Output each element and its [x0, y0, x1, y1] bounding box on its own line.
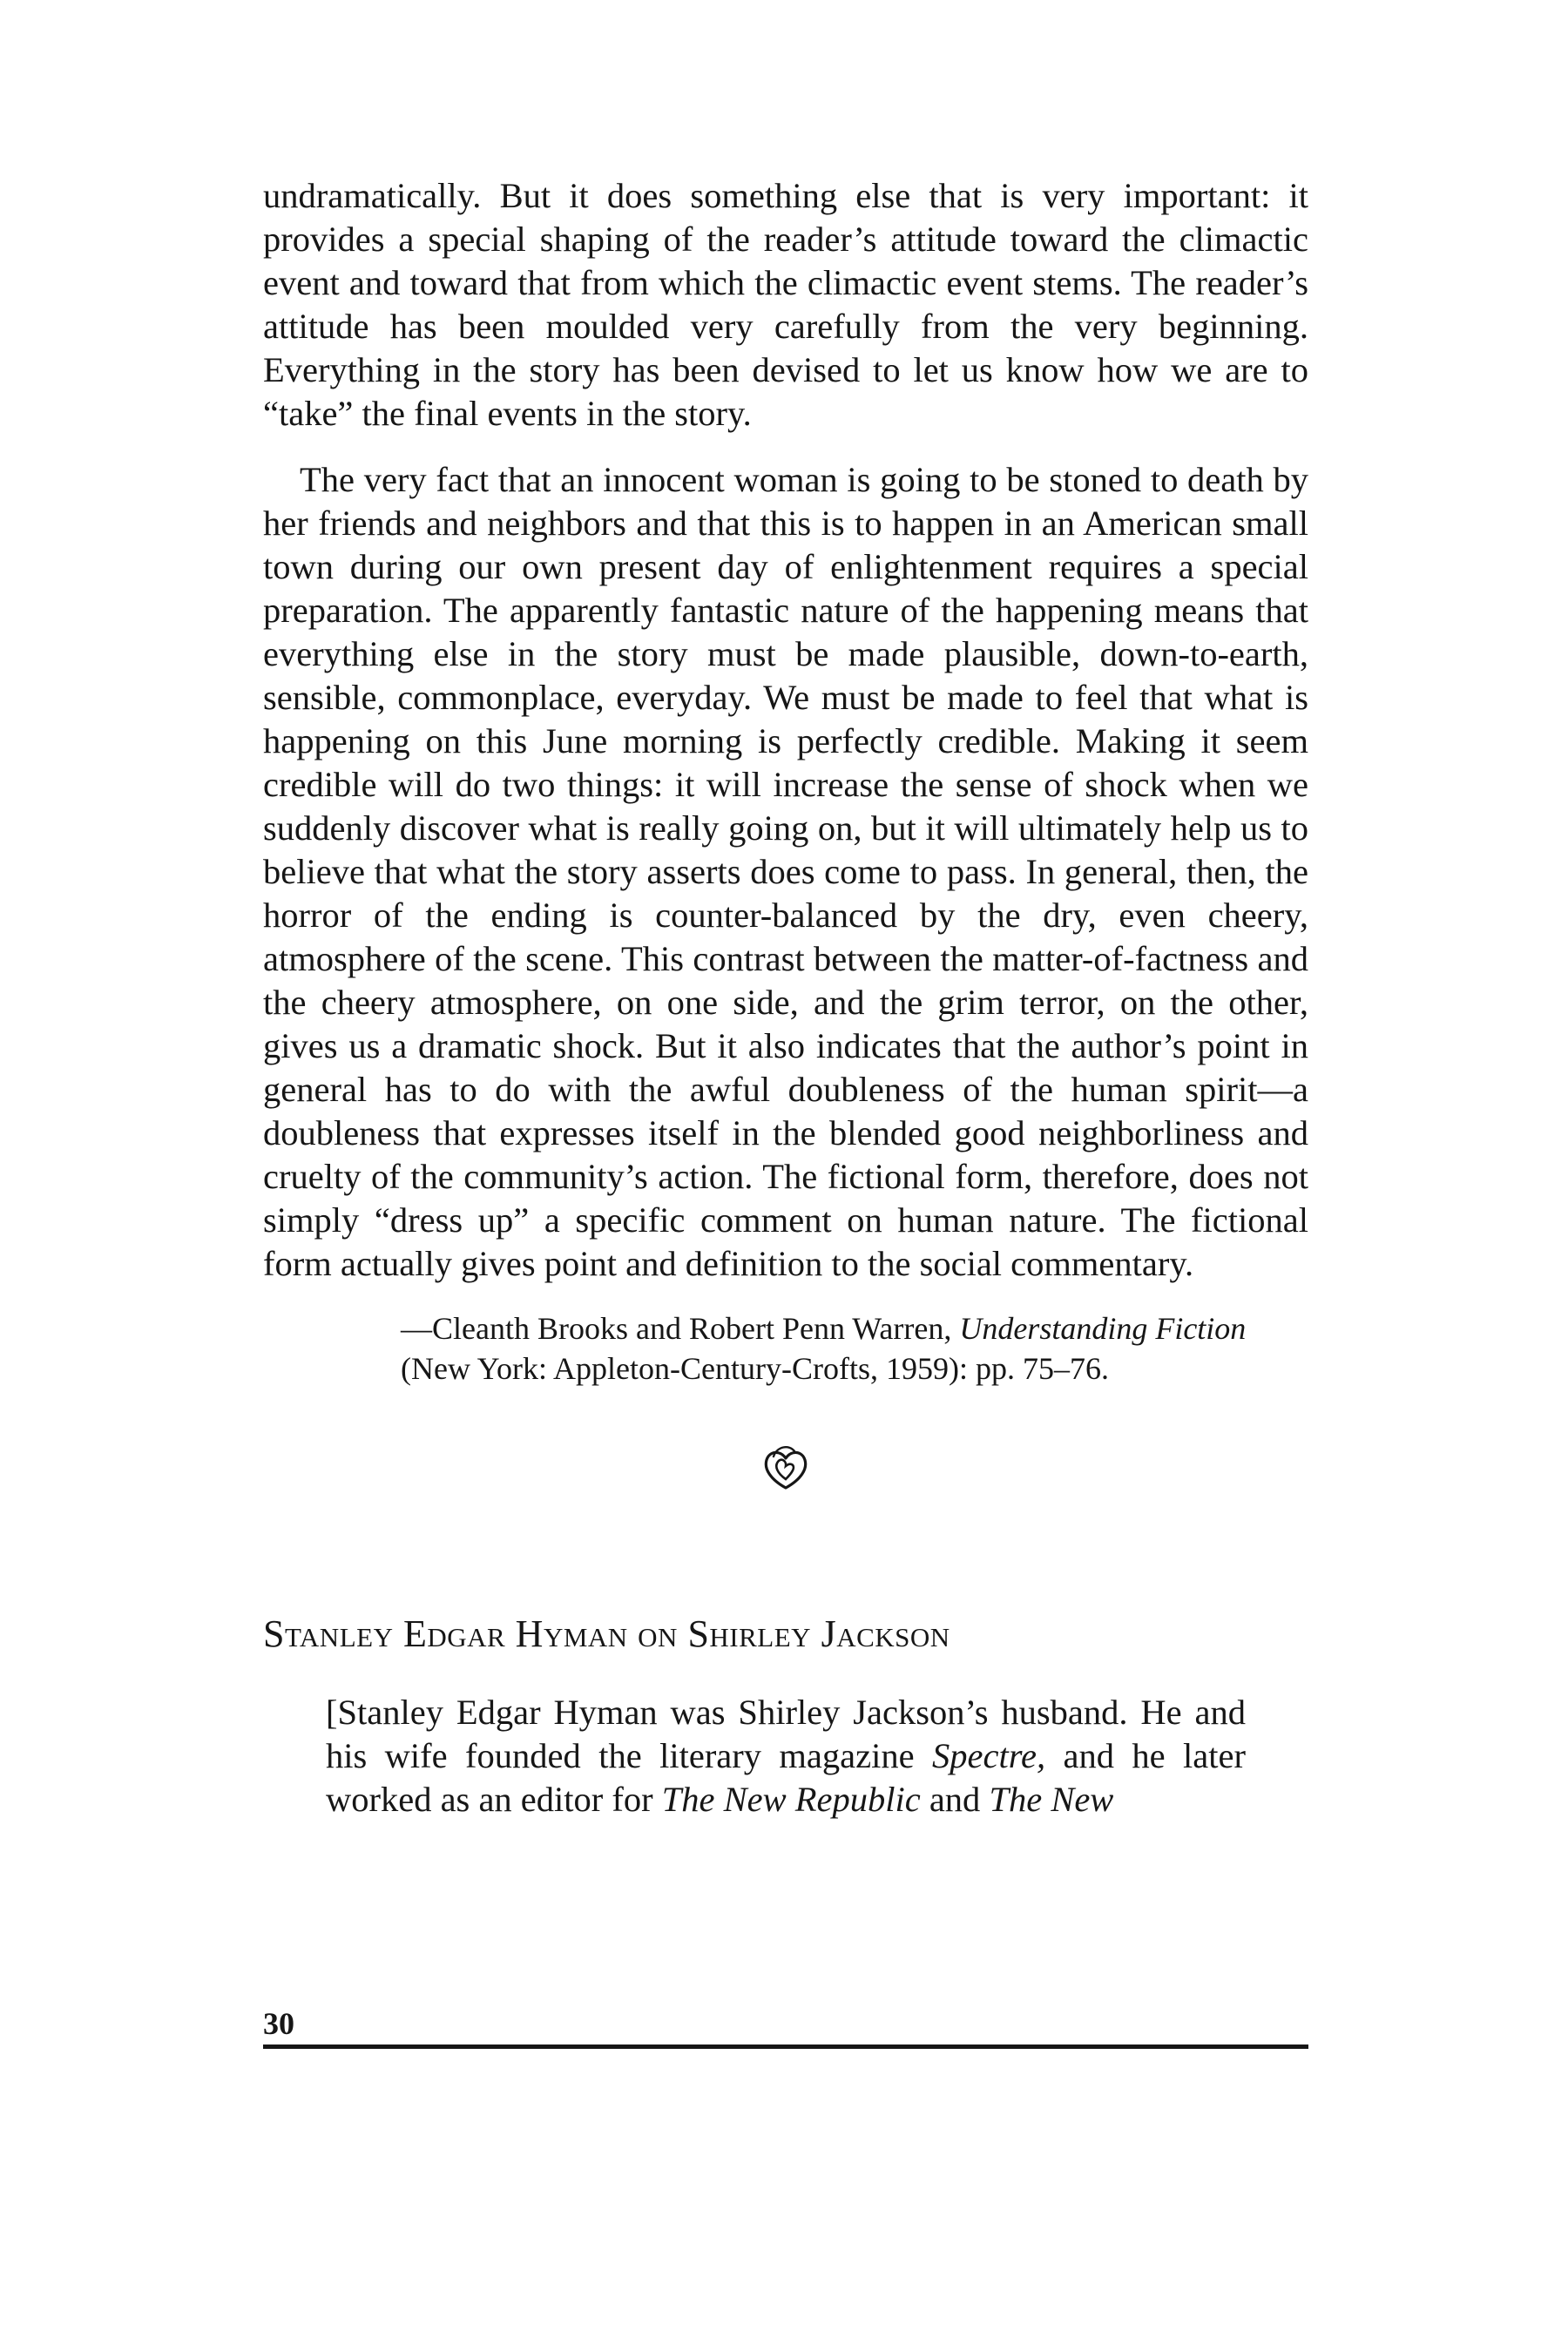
- citation: [401, 1308, 1308, 1389]
- paragraph-continuation: undramatically. But it does something else that is very important: it provides a special shaping of the reader’s attitude toward the climactic event and toward that from which the climactic event stems. The reader’s attitude has been moulded very carefully from the very beginning. Everything in the story has been devised to let us know how we are to “take” the final events in the story.: [263, 176, 1308, 433]
- section-heading: Stanley Edgar Hyman on Shirley Jackson: [263, 1612, 950, 1655]
- fleuron-ornament-icon: [760, 1443, 812, 1495]
- page-footer: [263, 2006, 1308, 2049]
- citation-publication: (New York: Appleton-Century-Crofts, 1959): pp. 75–76.: [401, 1351, 1109, 1386]
- footer-rule: [263, 2044, 1308, 2049]
- section-intro: [326, 1691, 1246, 1821]
- intro-text-2: and he later worked as an editor for: [326, 1736, 1246, 1819]
- magazine-title: Spectre,: [932, 1736, 1046, 1775]
- page-content: [263, 174, 1308, 1821]
- intro-text-3: and: [929, 1780, 981, 1819]
- page-number: 30: [263, 2006, 294, 2041]
- paragraph-main: The very fact that an innocent woman is going to be stoned to death by her friends and neighbors and that this is to happen in an American small town during our own present day of enlightenment requires a special preparation. The apparently fantastic nature of the happening means that everything else in the story must be made plausible, down-to-earth, sensible, commonplace, everyday. We must be made to feel that what is happening on this June morning is perfectly credible. Making it seem credible will do two things: it will increase the sense of shock when we suddenly discover what is really going on, but it will ultimately help us to believe that what the story asserts does come to pass. In general, then, the horror of the ending is counter-balanced by the dry, even cheery, atmosphere of the scene. This contrast between the matter-of-factness and the cheery atmosphere, on one side, and the grim terror, on the other, gives us a dramatic shock. But it also indicates that the author’s point in general has to do with the awful doubleness of the human spirit—a doubleness that expresses itself in the blended good neighborliness and cruelty of the community’s action. The fictional form, therefore, does not simply “dress up” a specific comment on human nature. The fictional form actually gives point and definition to the social commentary.: [263, 460, 1308, 1283]
- intro-text-1: [Stanley Edgar Hyman was Shirley Jackson’s husband. He and his wife founded the literary magazine: [326, 1693, 1246, 1775]
- citation-book-title: Understanding Fiction: [959, 1311, 1247, 1346]
- citation-authors: —Cleanth Brooks and Robert Penn Warren,: [401, 1311, 952, 1346]
- publication-title-2: The New: [989, 1780, 1114, 1819]
- publication-title-1: The New Republic: [661, 1780, 921, 1819]
